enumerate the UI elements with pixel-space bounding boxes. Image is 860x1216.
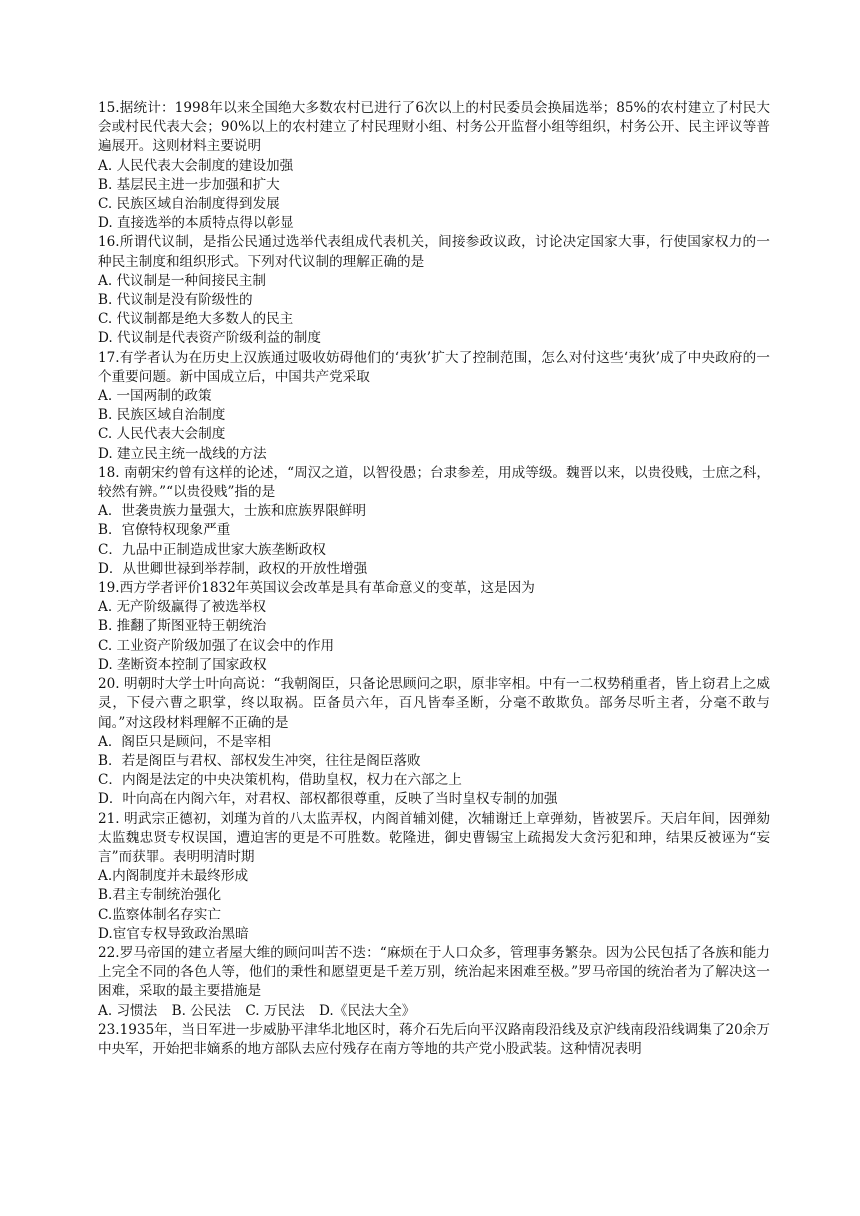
question-stem: 23.1935年，当日军进一步威胁平津华北地区时，蒋介石先后向平汉路南段沿线及京沪线南段沿线调集了20余万中央军，开始把非嫡系的地方部队去应付残存在南方等地的共产党小股武装。这种情况表明 xyxy=(98,1021,770,1057)
question-stem: 21. 明武宗正德初，刘瑾为首的八太监弄权，内阁首辅刘健，次辅谢迁上章弹劾，皆被罢斥。天启年间，因弹劾太监魏忠贤专权误国，遭迫害的更是不可胜数。乾隆进，御史曹锡宝上疏揭发大贪污犯和珅，结果反被诬为“妄言”而获罪。表明明清时期 xyxy=(98,810,770,865)
options-row xyxy=(98,1002,770,1021)
option-a: A. 无产阶级赢得了被选举权 xyxy=(98,599,266,616)
option-c: C. 人民代表大会制度 xyxy=(98,426,226,443)
option-d: D. 代议制是代表资产阶级利益的制度 xyxy=(98,330,321,347)
question-16 xyxy=(98,233,770,348)
option-a: A. 一国两制的政策 xyxy=(98,388,212,405)
option-d: D.《民法大全》 xyxy=(319,1002,416,1019)
option-b: B．官僚特权现象严重 xyxy=(98,522,231,539)
option-c: C. 工业资产阶级加强了在议会中的作用 xyxy=(98,637,335,654)
exam-page xyxy=(98,99,770,1059)
question-20 xyxy=(98,675,770,809)
option-c: C．内阁是法定的中央决策机构，借助皇权，权力在六部之上 xyxy=(98,772,462,789)
question-stem: 22.罗马帝国的建立者屋大维的顾问叫苦不迭：“麻烦在于人口众多，管理事务繁杂。因为公民包括了各族和能力上完全不同的各色人等，他们的秉性和愿望更是千差万别，统治起来困难至极。”罗马帝国的统治者为了解决这一困难，采取的最主要措施是 xyxy=(98,944,770,1000)
option-d: D. 直接选举的本质特点得以彰显 xyxy=(98,215,294,232)
option-d: D. 建立民主统一战线的方法 xyxy=(98,445,267,462)
question-19 xyxy=(98,579,770,675)
option-c: C. 代议制都是绝大多数人的民主 xyxy=(98,311,294,328)
question-18 xyxy=(98,464,770,579)
question-stem: 15.据统计：1998年以来全国绝大多数农村已进行了6次以上的村民委员会换届选举；85%的农村建立了村民大会或村民代表大会；90%以上的农村建立了村民理财小组、村务公开监督小组等组织，村务公开、民主评议等普遍展开。这则材料主要说明 xyxy=(98,100,770,155)
question-stem: 18. 南朝宋约曾有这样的论述，“周汉之道，以智役愚；台隶参差，用成等级。魏晋以来，以贵役贱，士庶之科，较然有辨。”“以贵役贱”指的是 xyxy=(98,464,770,501)
question-22 xyxy=(98,944,770,1021)
option-c: C．九品中正制造成世家大族垄断政权 xyxy=(98,541,326,558)
option-c: C. 万民法 xyxy=(245,1002,305,1019)
option-b: B. 代议制是没有阶级性的 xyxy=(98,292,253,309)
question-23 xyxy=(98,1021,770,1059)
option-a: A. 代议制是一种间接民主制 xyxy=(98,272,266,289)
option-a: A．世袭贵族力量强大，士族和庶族界限鲜明 xyxy=(98,503,367,520)
question-stem: 19.西方学者评价1832年英国议会改革是具有革命意义的变革，这是因为 xyxy=(98,580,535,597)
question-stem: 16.所谓代议制，是指公民通过选举代表组成代表机关，间接参政议政，讨论决定国家大事，行使国家权力的一种民主制度和组织形式。下列对代议制的理解正确的是 xyxy=(98,234,770,270)
question-21 xyxy=(98,810,770,944)
option-d: D．从世卿世禄到举荐制，政权的开放性增强 xyxy=(98,560,368,577)
question-stem: 17.有学者认为在历史上汉族通过吸收妨碍他们的‘夷狄’扩大了控制范围，怎么对付这些‘夷狄’成了中央政府的一个重要问题。新中国成立后，中国共产党采取 xyxy=(98,349,770,385)
option-d: D. 垄断资本控制了国家政权 xyxy=(98,656,267,673)
option-b: B. 推翻了斯图亚特王朝统治 xyxy=(98,618,267,635)
option-c: C. 民族区域自治制度得到发展 xyxy=(98,196,280,213)
option-a: A．阁臣只是顾问，不是宰相 xyxy=(98,733,271,750)
question-17 xyxy=(98,349,770,464)
option-d: D.宦官专权导致政治黑暗 xyxy=(98,925,249,942)
option-c: C.监察体制名存实亡 xyxy=(98,906,221,923)
option-a: A. 人民代表大会制度的建设加强 xyxy=(98,157,294,174)
question-stem: 20. 明朝时大学士叶向高说：“我朝阁臣，只备论思顾问之职，原非宰相。中有一二权势稍重者，皆上窃君上之威灵，下侵六曹之职掌，终以取祸。臣备员六年，百凡皆奉圣断，分毫不敢欺负。部务尽听主者，分毫不敢与闻。”对这段材料理解不正确的是 xyxy=(98,676,770,731)
option-b: B.君主专制统治强化 xyxy=(98,887,222,904)
option-b: B. 公民法 xyxy=(171,1002,231,1019)
option-b: B. 基层民主进一步加强和扩大 xyxy=(98,176,280,193)
option-d: D．叶向高在内阁六年，对君权、部权都很尊重，反映了当时皇权专制的加强 xyxy=(98,791,558,808)
option-a: A. 习惯法 xyxy=(98,1002,158,1019)
option-a: A.内阁制度并未最终形成 xyxy=(98,868,249,885)
option-b: B．若是阁臣与君权、部权发生冲突，往往是阁臣落败 xyxy=(98,752,421,769)
option-b: B. 民族区域自治制度 xyxy=(98,407,226,424)
question-15 xyxy=(98,99,770,233)
